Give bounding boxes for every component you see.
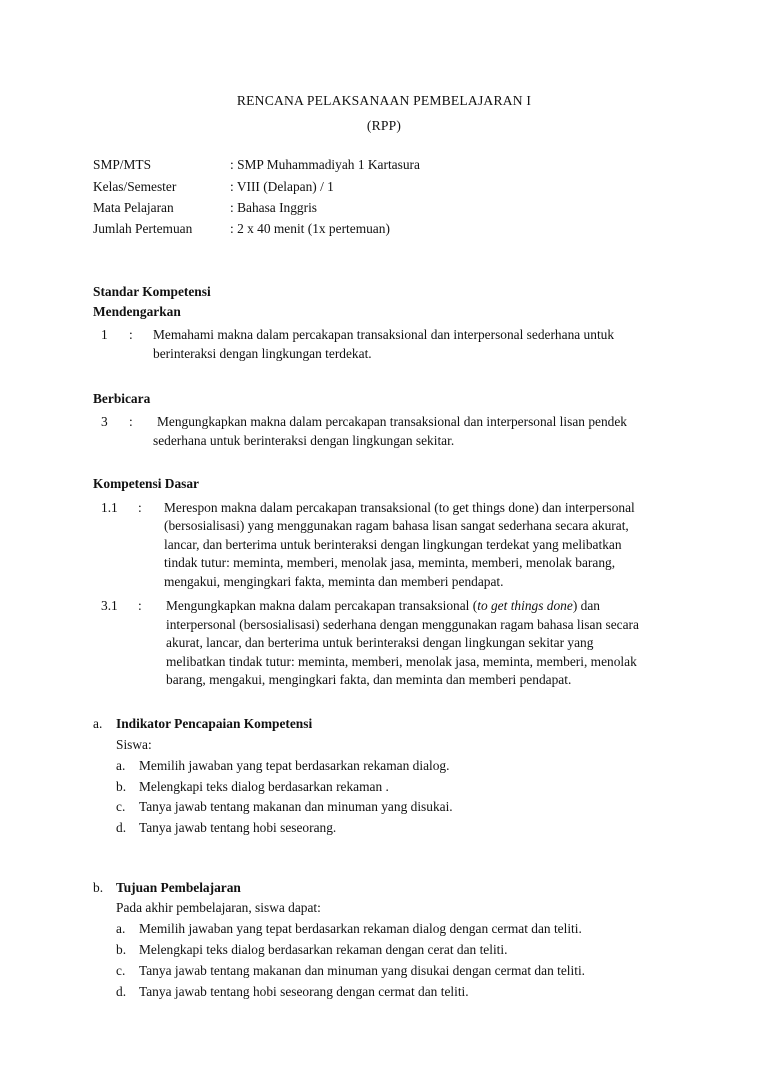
- kd-text-italic: to get things done: [477, 598, 573, 613]
- sk-item-number: 3: [101, 414, 108, 429]
- tujuan-intro: Pada akhir pembelajaran, siswa dapat:: [116, 900, 321, 915]
- list-item-letter: c.: [116, 799, 126, 814]
- kd-item-text: lancar, dan berterima untuk berinteraksi dengan lingkungan terdekat yang melibatkan: [164, 537, 622, 552]
- kd-item-text: mengakui, mengingkari fakta, meminta dan memberi pendapat.: [164, 574, 504, 589]
- kd-item-text: barang, mengakui, mengingkari fakta, dan meminta dan memberi pendapat.: [166, 672, 572, 687]
- sk-item-text: Memahami makna dalam percakapan transaksional dan interpersonal sederhana untuk: [153, 327, 615, 342]
- indikator-intro: Siswa:: [116, 737, 152, 752]
- kompetensi-dasar-heading: Kompetensi Dasar: [93, 476, 200, 491]
- kd-item-text: interpersonal (bersosialisasi) sederhana dengan menggunakan ragam bahasa lisan secara: [166, 617, 639, 632]
- list-item: Memilih jawaban yang tepat berdasarkan rekaman dialog dengan cermat dan teliti.: [139, 921, 582, 936]
- list-item: Melengkapi teks dialog berdasarkan rekaman dengan cerat dan teliti.: [139, 942, 508, 957]
- kd-item-text: tindak tutur: meminta, memberi, menolak jasa, meminta, memberi, menolak barang,: [164, 555, 616, 570]
- list-item-letter: a.: [116, 921, 126, 936]
- kd-item-colon: :: [138, 598, 142, 613]
- section-letter: b.: [93, 880, 104, 895]
- list-item: Melengkapi teks dialog berdasarkan rekaman .: [139, 779, 389, 794]
- kd-item-text: [166, 598, 600, 614]
- kd-item-text: melibatkan tindak tutur: meminta, memberi, menolak jasa, meminta, memberi, menolak: [166, 654, 637, 669]
- info-label: Mata Pelajaran: [93, 200, 174, 215]
- kd-item-number: 3.1: [101, 598, 118, 613]
- list-item-letter: b.: [116, 942, 127, 957]
- list-item-letter: c.: [116, 963, 126, 978]
- info-label: SMP/MTS: [93, 157, 152, 172]
- info-label: Kelas/Semester: [93, 179, 177, 194]
- sk-item-colon: :: [129, 414, 133, 429]
- kd-text-segment: ) dan: [572, 598, 600, 613]
- sk-item-number: 1: [101, 327, 108, 342]
- list-item: Tanya jawab tentang makanan dan minuman yang disukai.: [139, 799, 453, 814]
- list-item: Memilih jawaban yang tepat berdasarkan rekaman dialog.: [139, 758, 450, 773]
- list-item: Tanya jawab tentang hobi seseorang dengan cermat dan teliti.: [139, 984, 469, 999]
- berbicara-heading: Berbicara: [93, 391, 151, 406]
- info-label: Jumlah Pertemuan: [93, 221, 193, 236]
- list-item-letter: d.: [116, 984, 127, 999]
- info-value: : VIII (Delapan) / 1: [230, 179, 334, 194]
- sk-item-text: sederhana untuk berinteraksi dengan lingkungan sekitar.: [153, 433, 455, 448]
- list-item-letter: a.: [116, 758, 126, 773]
- document-subtitle: (RPP): [366, 118, 402, 133]
- kd-text-segment: Mengungkapkan makna dalam percakapan transaksional (: [166, 598, 478, 613]
- section-letter: a.: [93, 716, 103, 731]
- list-item-letter: b.: [116, 779, 127, 794]
- sk-item-colon: :: [129, 327, 133, 342]
- kd-item-text: (bersosialisasi) yang menggunakan ragam bahasa lisan sangat sederhana secara akurat,: [164, 518, 629, 533]
- kd-item-text: akurat, lancar, dan berterima untuk berinteraksi dengan lingkungan sekitar yang: [166, 635, 594, 650]
- info-value: : Bahasa Inggris: [230, 200, 318, 215]
- list-item-letter: d.: [116, 820, 127, 835]
- list-item: Tanya jawab tentang hobi seseorang.: [139, 820, 337, 835]
- document-title: RENCANA PELAKSANAAN PEMBELAJARAN I: [236, 93, 532, 108]
- sk-item-text: Mengungkapkan makna dalam percakapan transaksional dan interpersonal lisan pendek: [157, 414, 627, 429]
- list-item: Tanya jawab tentang makanan dan minuman yang disukai dengan cermat dan teliti.: [139, 963, 586, 978]
- indikator-heading: Indikator Pencapaian Kompetensi: [116, 716, 313, 731]
- kd-item-colon: :: [138, 500, 142, 515]
- tujuan-heading: Tujuan Pembelajaran: [116, 880, 241, 895]
- kd-item-text: Merespon makna dalam percakapan transaksional (to get things done) dan interpersonal: [164, 500, 635, 515]
- kd-item-number: 1.1: [101, 500, 118, 515]
- standar-kompetensi-heading: Standar Kompetensi: [93, 284, 211, 299]
- mendengarkan-heading: Mendengarkan: [93, 304, 181, 319]
- sk-item-text: berinteraksi dengan lingkungan terdekat.: [153, 346, 372, 361]
- info-value: : SMP Muhammadiyah 1 Kartasura: [230, 157, 420, 172]
- info-value: : 2 x 40 menit (1x pertemuan): [230, 221, 390, 236]
